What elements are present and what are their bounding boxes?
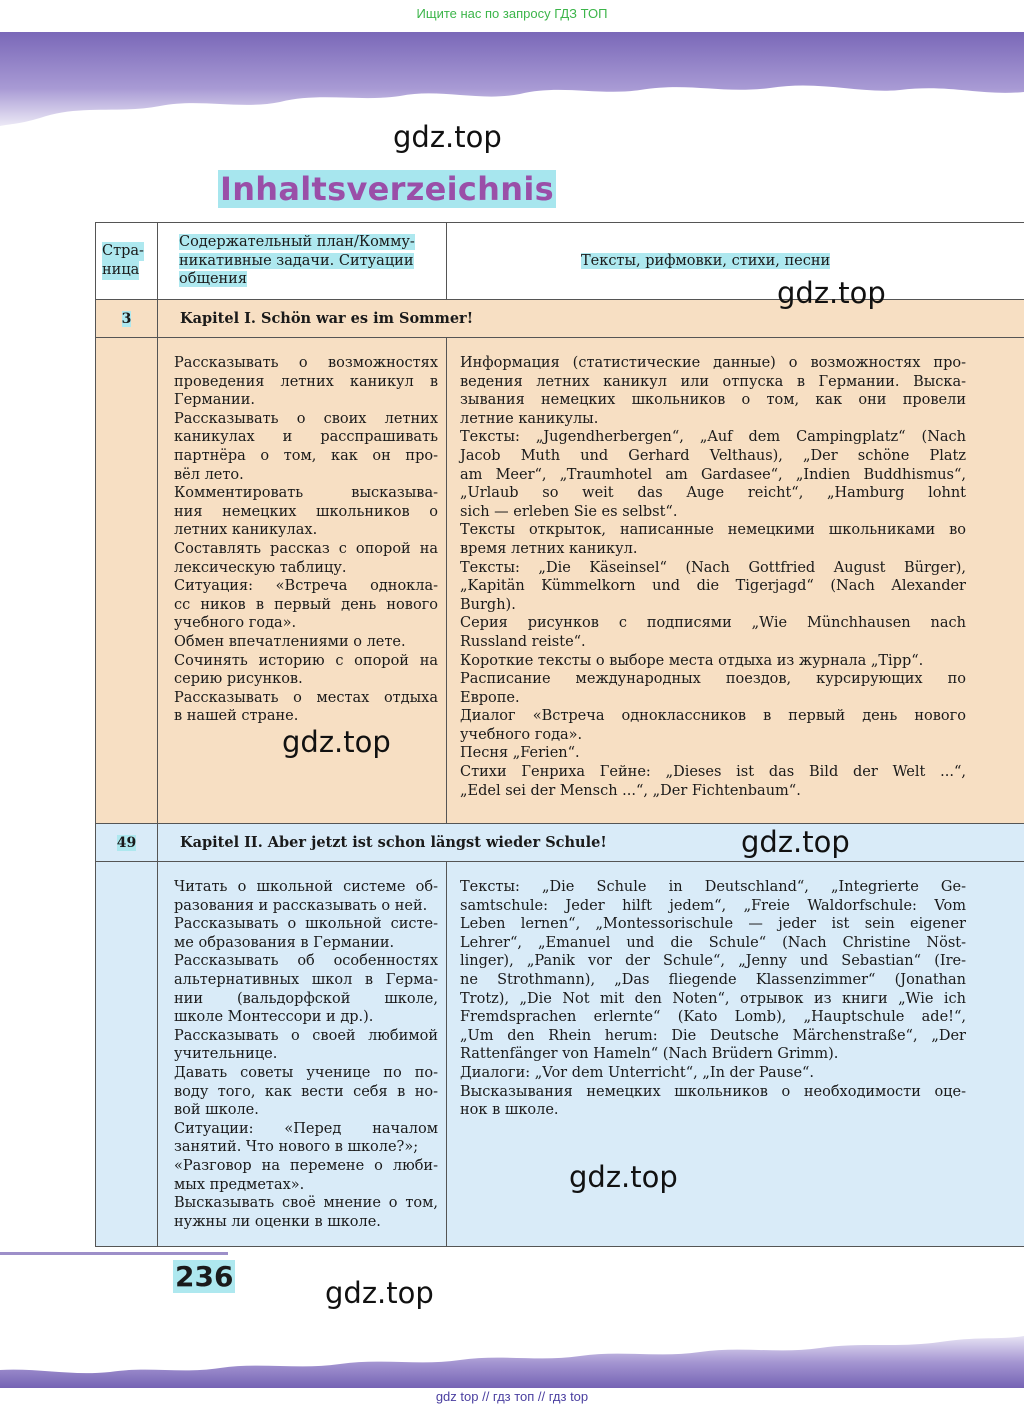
watermark: gdz.top (777, 276, 886, 310)
text-line: Короткие тексты о выборе места отдыха из журнала „Tipp“. (460, 652, 924, 669)
task-line: Рассказывать об особенностях (174, 953, 438, 970)
text-line: летние каникулы. (460, 410, 599, 427)
watermark: gdz.top (741, 825, 850, 859)
task-line: альтернативных школ в Герма- (174, 971, 438, 988)
bottom-decorative-band (0, 1318, 1024, 1388)
chapter-2-tasks (158, 862, 447, 1247)
header-plan-line: никативные задачи. Ситуации (179, 252, 414, 269)
chapter-2-page-spacer (96, 862, 158, 1247)
task-line: учебного года». (174, 615, 297, 632)
top-note: Ищите нас по запросу ГДЗ ТОП (416, 6, 608, 21)
text-line: linger), „Panik vor der Schule“, „Jenny und Sebastian“ (Ire- (460, 953, 966, 970)
text-line: Trotz), „Die Not mit den Noten“, отрывок из книги „Wie ich (460, 990, 966, 1007)
text-line: samtschule: Jeder hilft jedem“, „Freie Waldorfschule: Vom (460, 897, 966, 914)
task-line: в нашей стране. (174, 708, 299, 725)
task-line: воду того, как вести себя в но- (174, 1083, 438, 1100)
text-line: Песня „Ferien“. (460, 745, 580, 762)
text-line: am Meer“, „Traumhotel am Gardasee“, „Indien Buddhismus“, (460, 466, 966, 483)
task-line: Ситуации: «Перед началом (174, 1120, 438, 1137)
text-line: Leben lernen“, „Montessorischule — jeder ist sein eigener (460, 916, 966, 933)
task-line: учительнице. (174, 1046, 278, 1063)
text-line: „Um den Rhein herum: Die Deutsche Märchenstraße“, „Der (460, 1027, 966, 1044)
text-line: „Kapitän Kümmelkorn und die Tigerjagd“ (Nach Alexander (460, 578, 966, 595)
header-plan-line: общения (179, 271, 247, 288)
task-line: Высказывать своё мнение о том, (174, 1195, 438, 1212)
top-decorative-band (0, 32, 1024, 132)
chapter-1-page-spacer (96, 338, 158, 824)
contents-table (95, 222, 1024, 1247)
chapter-1-texts (447, 338, 1024, 824)
task-line: Читать о школьной системе об- (174, 879, 438, 895)
watermark: gdz.top (282, 725, 391, 759)
text-line: время летних каникул. (460, 540, 638, 557)
chapter-2-texts (447, 862, 1024, 1247)
task-line: Рассказывать о своей любимой (174, 1027, 438, 1044)
text-line: sich — erleben Sie es selbst“. (460, 503, 678, 520)
text-line: Тексты: „Jugendherbergen“, „Auf dem Campingplatz“ (Nach (460, 429, 966, 446)
task-line: летних каникулах. (174, 522, 318, 539)
text-line: Тексты открыток, написанные немецкими школьниками во (460, 522, 966, 539)
bottom-note: gdz top // гдз топ // гдз top (435, 1389, 589, 1404)
page-number: 236 (175, 1260, 234, 1293)
text-line: Тексты: „Die Schule in Deutschland“, „Integrierte Ge- (460, 879, 966, 895)
header-plan-column (158, 223, 447, 300)
text-line: „Urlaub so weit das Auge reicht“, „Hamburg lohnt (460, 485, 966, 502)
task-line: школе Монтессори и др.). (174, 1009, 374, 1026)
task-line: ме образования в Германии. (174, 934, 395, 951)
task-line: Сочинять историю с опорой на (174, 652, 438, 669)
chapter-1-page: 3 (96, 300, 158, 338)
text-line: Высказывания немецких школьников о необходимости оце- (460, 1083, 966, 1100)
task-line: Рассказывать о возможностях (174, 355, 438, 371)
text-line: ведения летних каникул или отпуска в Германии. Выска- (460, 373, 966, 390)
chapter-2-page: 49 (96, 824, 158, 862)
header-page-line: Стра- (102, 243, 144, 260)
task-line: нужны ли оценки в школе. (174, 1213, 381, 1230)
task-line: Рассказывать о местах отдыха (174, 689, 438, 706)
task-line: Рассказывать о своих летних (174, 410, 438, 427)
watermark: gdz.top (569, 1160, 678, 1194)
text-line: „Edel sei der Mensch ...“, „Der Fichtenbaum“. (460, 782, 801, 799)
watermark: gdz.top (393, 120, 502, 154)
task-line: лексическую таблицу. (174, 559, 347, 576)
text-line: Russland reiste“. (460, 633, 586, 650)
task-line: разования и рассказывать о ней. (174, 897, 428, 914)
task-line: проведения летних каникул в (174, 373, 438, 390)
text-line: Lehrer“, „Emanuel und die Schule“ (Nach Christine Nöst- (460, 934, 966, 951)
text-line: Тексты: „Die Käseinsel“ (Nach Gottfried August Bürger), (460, 559, 966, 576)
task-line: занятий. Что нового в школе?»; (174, 1139, 419, 1156)
text-line: Серия рисунков с подписями „Wie Münchhausen nach (460, 615, 966, 632)
header-page-line: ница (102, 262, 140, 278)
task-line: сс ников в первый день нового (174, 596, 438, 613)
task-line: «Разговор на перемене о люби- (174, 1157, 438, 1174)
text-line: Европе. (460, 689, 520, 706)
task-line: мых предметах». (174, 1176, 305, 1193)
task-line: нии (вальдорфской школе, (174, 990, 438, 1007)
task-line: Рассказывать о школьной систе- (174, 916, 438, 933)
task-line: Германии. (174, 392, 255, 409)
task-line: ния немецких школьников о (174, 503, 438, 520)
header-plan-line: Содержательный план/Комму- (179, 234, 415, 251)
task-line: вой школе. (174, 1102, 259, 1119)
text-line: Диалог «Встреча одноклассников в первый день нового (460, 708, 966, 725)
task-line: вёл лето. (174, 466, 244, 483)
text-line: Диалоги: „Vor dem Unterricht“, „In der Pause“. (460, 1064, 815, 1081)
text-line: зывания немецких школьников о том, как они провели (460, 392, 966, 409)
text-line: Burgh). (460, 596, 516, 613)
task-line: каникулах и расспрашивать (174, 429, 438, 446)
text-line: Fremdsprachen erlernte“ (Kato Lomb), „Hauptschule ade!“, (460, 1009, 966, 1026)
chapter-1-title: Kapitel I. Schön war es im Sommer! (158, 300, 1024, 338)
header-texts-column (447, 223, 1024, 300)
task-line: Составлять рассказ с опорой на (174, 540, 438, 557)
text-line: Информация (статистические данные) о возможностях про- (460, 355, 966, 371)
chapter-2-title: Kapitel II. Aber jetzt ist schon längst wieder Schule! (158, 824, 1024, 862)
page-title: Inhaltsverzeichnis (220, 170, 554, 208)
task-line: Комментировать высказыва- (174, 485, 438, 502)
text-line: нок в школе. (460, 1102, 559, 1119)
task-line: партнёра о том, как он про- (174, 447, 438, 464)
text-line: Расписание международных поездов, курсирующих по (460, 671, 966, 688)
text-line: учебного года». (460, 726, 583, 743)
text-line: Стихи Генриха Гейне: „Dieses ist das Bild der Welt ...“, (460, 764, 966, 781)
header-texts-label: Тексты, рифмовки, стихи, песни (581, 252, 831, 269)
task-line: серию рисунков. (174, 671, 303, 688)
text-line: Rattenfänger von Hameln“ (Nach Brüdern Grimm). (460, 1046, 839, 1063)
page-number-rule (0, 1252, 228, 1255)
chapter-1-content-row (96, 338, 1024, 824)
header-page-column (96, 223, 158, 300)
task-line: Обмен впечатлениями о лете. (174, 633, 406, 650)
text-line: Jacob Muth und Gerhard Velthaus), „Der schöne Platz (460, 447, 966, 464)
task-line: Ситуация: «Встреча однокла- (174, 578, 438, 595)
task-line: Давать советы ученице по по- (174, 1064, 438, 1081)
watermark: gdz.top (325, 1276, 434, 1310)
text-line: ne Strothmann), „Das fliegende Klassenzimmer“ (Jonathan (460, 971, 966, 988)
chapter-2-heading-row (96, 824, 1024, 862)
chapter-2-content-row (96, 862, 1024, 1247)
